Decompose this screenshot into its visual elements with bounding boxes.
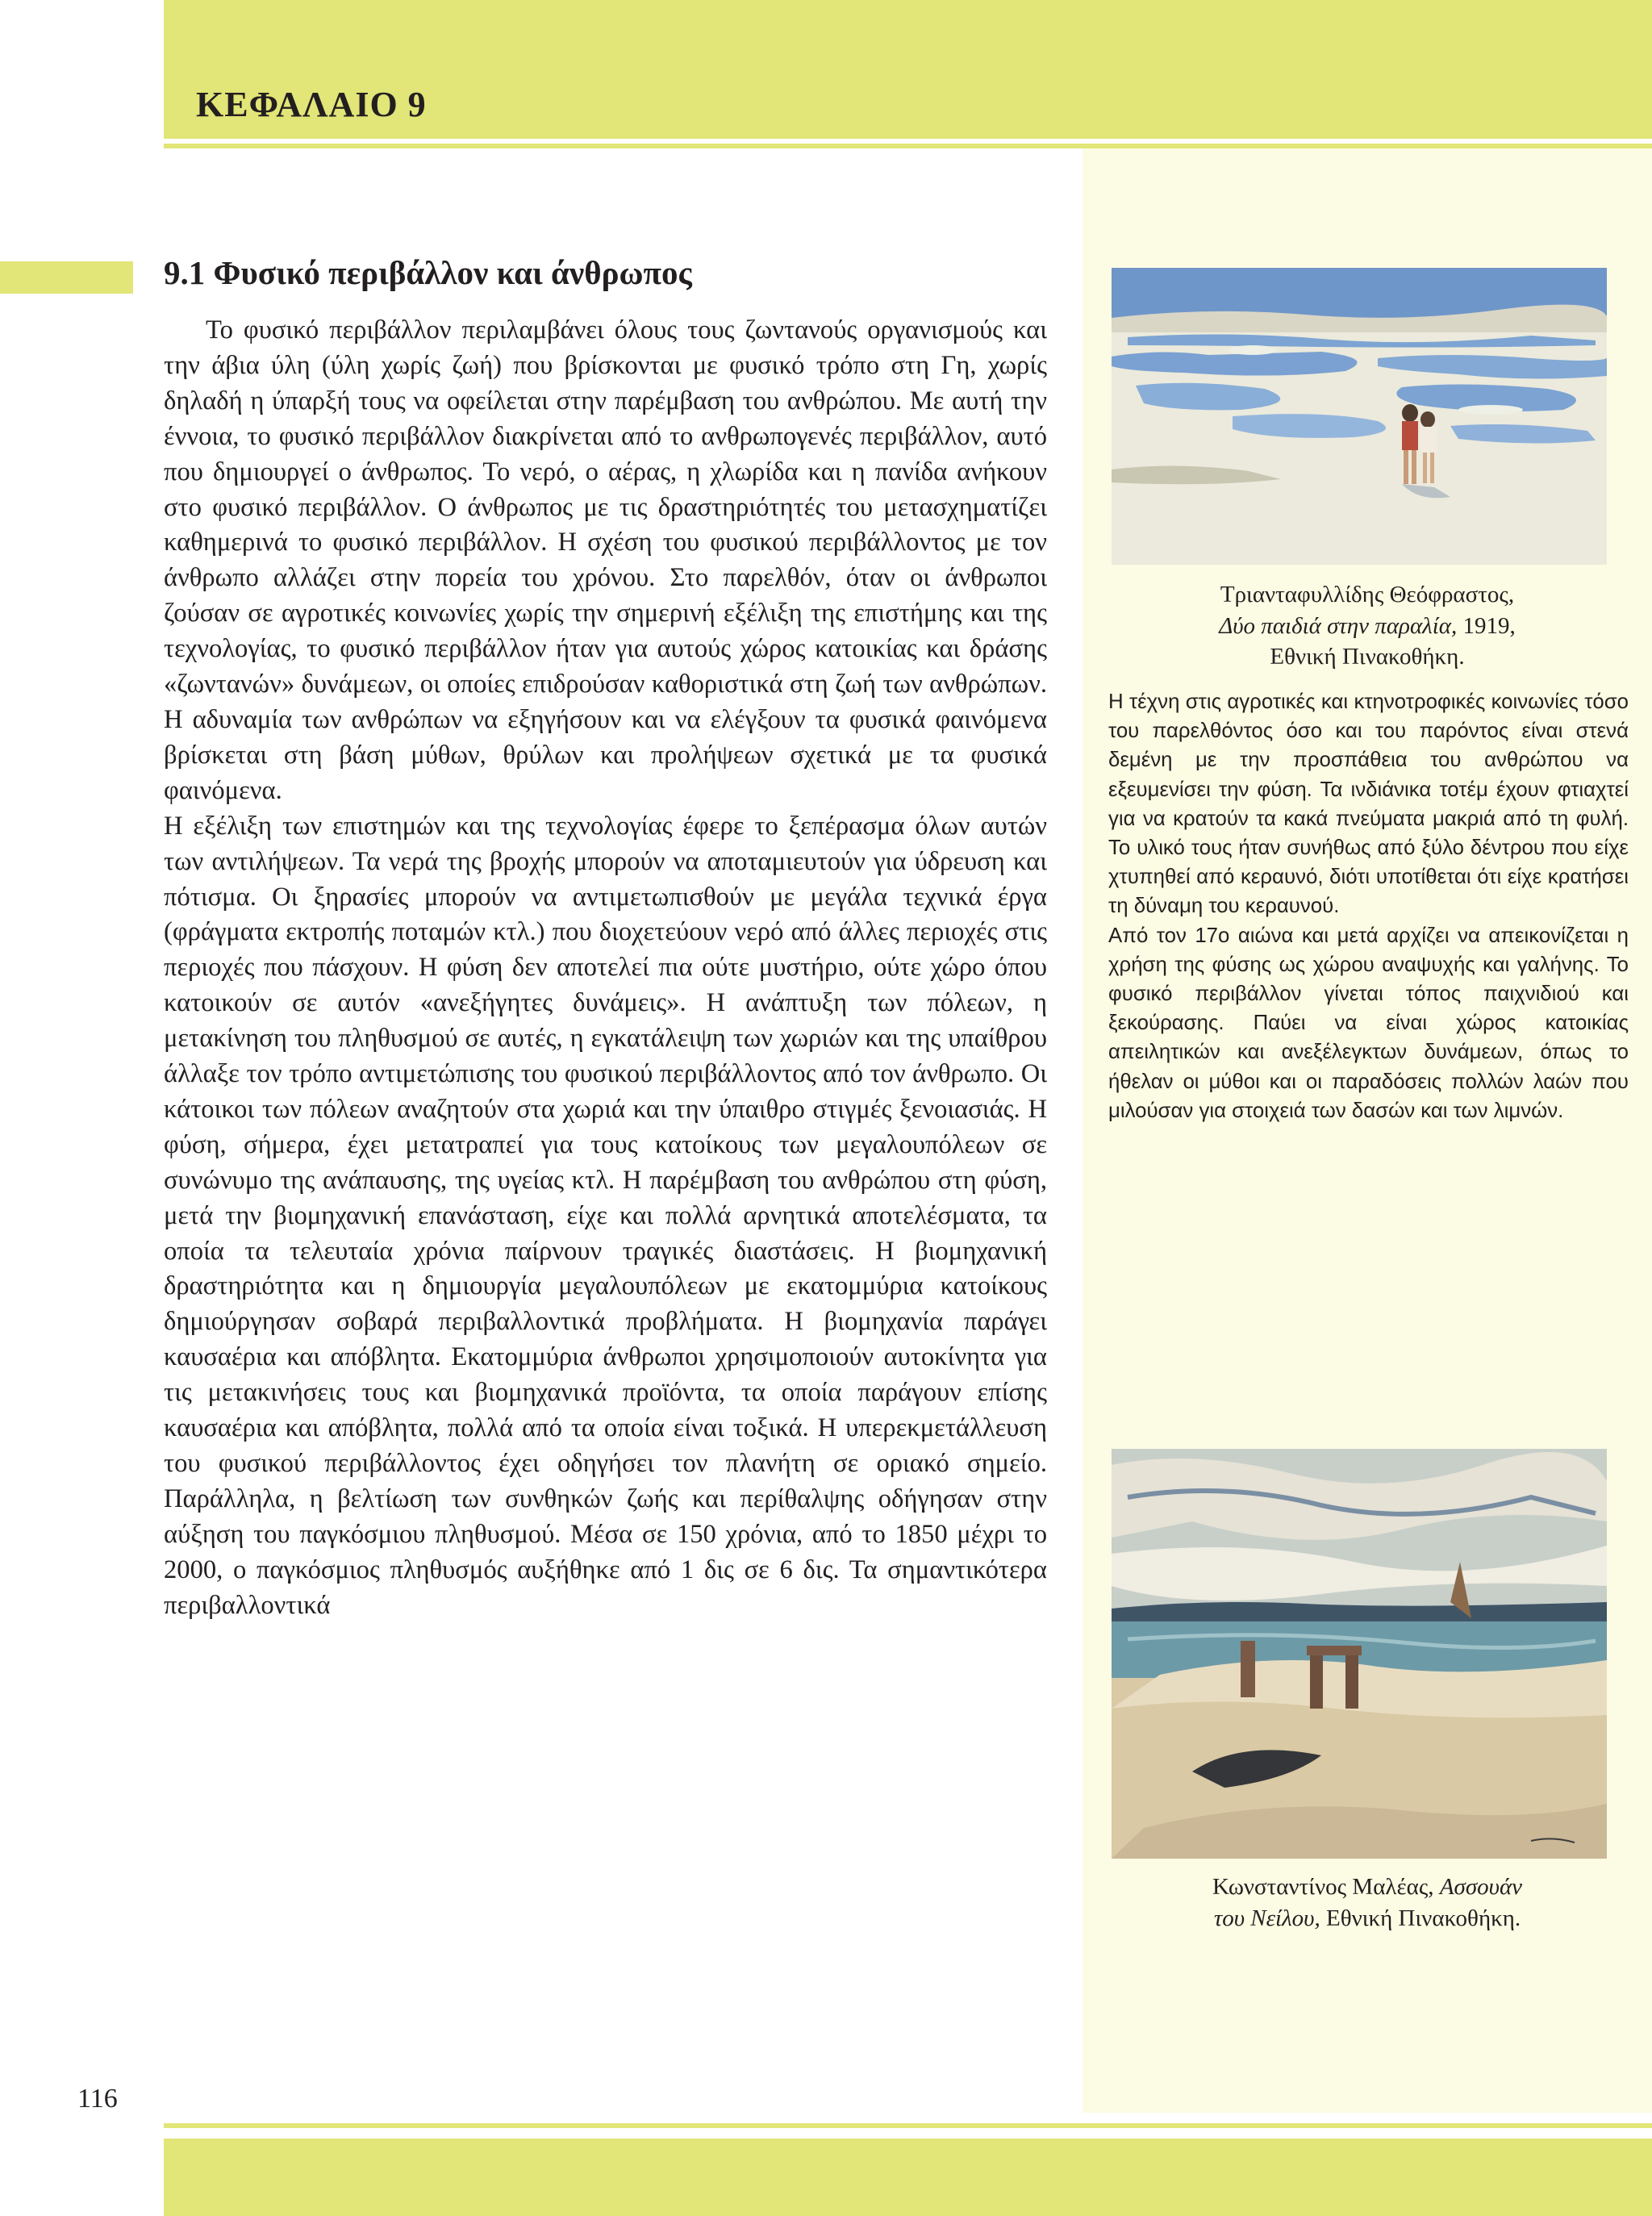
figure-1-location: Εθνική Πινακοθήκη. xyxy=(1270,644,1465,670)
sidebar-paragraph-1: Η τέχνη στις αγροτικές και κτηνοτροφικές κοινωνίες τόσο του παρελθόντος όσο και του παρόντος είναι στενά δεμένη με την προσπάθεια του ανθρώπου να εξευμενίσει την φύση. Τα ινδιάνικα τοτέμ έχουν φτιαχτεί για να κρατούν τα κακά πνεύματα μακριά από τη φυλή. Το υλικό τους ήταν συνήθως από ξύλο δέντρου που είχε χτυπηθεί από κεραυνό, διότι υποτίθεται ότι είχε κρατήσει τη δύναμη του κεραυνού. xyxy=(1108,691,1629,918)
figure-2-title-b: του Νείλου, xyxy=(1213,1905,1320,1931)
chapter-title: ΚΕΦΑΛΑΙΟ 9 xyxy=(196,85,427,124)
main-paragraph-2: Η εξέλιξη των επιστημών και της τεχνολογίας έφερε το ξεπέρασμα όλων αυτών των αντιλήψεων. Τα νερά της βροχής μπορούν να αποταμιευτούν για ύδρευση και πότισμα. Οι ξηρασίες μπορούν να αντιμετωπισθούν με μεγάλα τεχνικά έργα (φράγματα εκτροπής ποταμών κτλ.) που διοχετεύουν νερό από άλλες περιοχές στις περιοχές που πάσχουν. Η φύση δεν αποτελεί πια ούτε μυστήριο, ούτε χώρο όπου κατοικούν σε αυτόν «ανεξήγητες δυνάμεις». Η ανάπτυξη των πόλεων, η μετακίνηση του πληθυσμού σε αυτές, η εγκατάλειψη των χωριών και της υπαίθρου άλλαξε τον τρόπο αντιμετώπισης του φυσικού περιβάλλοντος από τον άνθρωπο. Οι κάτοικοι των πόλεων αναζητούν στα χωριά και την ύπαιθρο στιγμές ξενοιασιάς. Η φύση, σήμερα, έχει μετατραπεί για τους κατοίκους των μεγαλουπόλεων σε συνώνυμο της ανάπαυσης, της υγείας κτλ. Η παρέμβαση του ανθρώπου στη φύση, μετά την βιομηχανική επανάσταση, είχε και πολλά αρνητικά αποτελέσματα, τα οποία τα τελευταία χρόνια παίρνουν τραγικές διαστάσεις. Η βιομηχανική δραστηριότητα και η δημιουργία μεγαλουπόλεων με εκατομμύρια κατοίκους δημιούργησαν σοβαρά περιβαλλοντικά προβλήματα. Η βιομηχανία παράγει καυσαέρια και απόβλητα. Εκατομμύρια άνθρωποι χρησιμοποιούν αυτοκίνητα για τις μετακινήσεις τους και βιομηχανικά προϊόντα, τα οποία παράγουν επίσης καυσαέρια και απόβλητα, πολλά από τα οποία είναι τοξικά. Η υπερεκμετάλλευση του φυσικού περιβάλλοντος έχει οδηγήσει τον πλανήτη σε οριακό σημείο. Παράλληλα, η βελτίωση των συνθηκών ζωής και περίθαλψης οδήγησαν στην αύξηση του παγκόσμιου πληθυσμού. Μέσα σε 150 χρόνια, από το 1850 μέχρι το 2000, ο παγκόσμιος πληθυσμός αυξήθηκε από 1 δις σε 6 δις. Τα σημαντικότερα περιβαλλοντικά xyxy=(164,811,1047,1620)
figure-1-caption xyxy=(1105,579,1629,673)
page-number: 116 xyxy=(77,2084,118,2114)
section-title: 9.1 Φυσικό περιβάλλον και άνθρωπος xyxy=(164,254,692,291)
section-marker xyxy=(0,261,133,294)
figure-2-location: Εθνική Πινακοθήκη. xyxy=(1325,1905,1521,1931)
figure-2-line-1 xyxy=(1105,1872,1629,1903)
figure-1-year: 1919, xyxy=(1462,612,1516,639)
footer-band xyxy=(164,2139,1652,2216)
figure-1-title-line xyxy=(1105,611,1629,642)
figure-1-author: Τριανταφυλλίδης Θεόφραστος, xyxy=(1220,582,1515,607)
painting-two-children-beach xyxy=(1112,268,1607,565)
figure-2-title-a: Ασσουάν xyxy=(1439,1874,1523,1900)
main-body xyxy=(164,313,1047,1624)
footer-rule xyxy=(164,2123,1652,2128)
painting-aswan-nile xyxy=(1112,1449,1607,1859)
figure-1-title: Δύο παιδιά στην παραλία, xyxy=(1219,612,1458,639)
main-paragraph-1: Το φυσικό περιβάλλον περιλαμβάνει όλους τους ζωντανούς οργανισμούς και την άβια ύλη (ύλη χωρίς ζωή) που βρίσκονται με φυσικό τρόπο στη Γη, χωρίς δηλαδή η ύπαρξή τους να οφείλεται στην παρέμβαση του ανθρώπου. Με αυτή την έννοια, το φυσικό περιβάλλον διακρίνεται από το ανθρωπογενές περιβάλλον, αυτό που δημιουργεί ο άνθρωπος. Το νερό, ο αέρας, η χλωρίδα και η πανίδα ανήκουν στο φυσικό περιβάλλον. Ο άνθρωπος με τις δραστηριότητές του μετασχηματίζει καθημερινά το φυσικό περιβάλλον. Η σχέση του φυσικού περιβάλλοντος με τον άνθρωπο αλλάζει στην πορεία του χρόνου. Στο παρελθόν, όταν οι άνθρωποι ζούσαν σε αγροτικές κοινωνίες χωρίς την σημερινή εξέλιξη της επιστήμης και της τεχνολογίας, το φυσικό περιβάλλον ήταν για αυτούς χώρος κατοικίας και δράσης «ζωντανών» δυνάμεων, οι οποίες επιδρούσαν καθοριστικά στη ζωή των ανθρώπων. Η αδυναμία των ανθρώπων να εξηγήσουν και να ελέγξουν τα φυσικά φαινόμενα βρίσκεται στη βάση μύθων, θρύλων και προλήψεων σχετικά με τα φυσικά φαινόμενα. xyxy=(164,315,1047,805)
figure-2-line-2 xyxy=(1105,1903,1629,1934)
sidebar-paragraph-2: Από τον 17ο αιώνα και μετά αρχίζει να απεικονίζεται η χρήση της φύσης ως χώρου αναψυχής και γαλήνης. Το φυσικό περιβάλλον γίνεται τόπος παιχνιδιού και ξεκούρασης. Παύει να είναι χώρος κατοικίας απειλητικών και ανεξέλεγκτων δυνάμεων, όπως το ήθελαν οι μύθοι και οι παραδόσεις πολλών λαών που μιλούσαν για στοιχειά των δασών και των λιμνών. xyxy=(1108,924,1629,1122)
figure-2-caption xyxy=(1105,1872,1629,1934)
figure-2-author: Κωνσταντίνος Μαλέας, xyxy=(1212,1874,1434,1900)
sidebar-text xyxy=(1108,687,1629,1125)
